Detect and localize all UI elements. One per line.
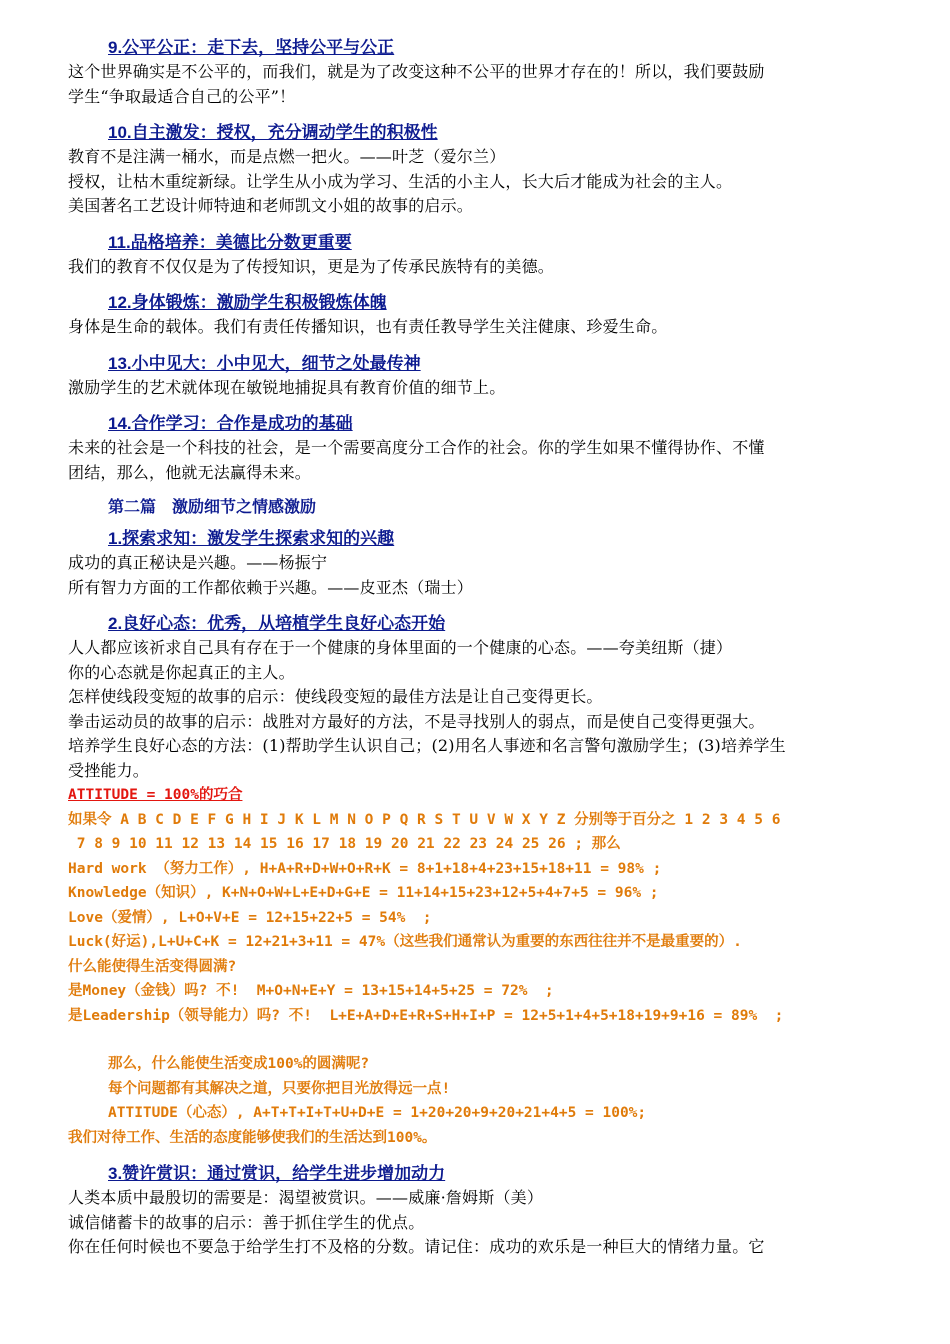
body-line: 人类本质中最殷切的需要是：渴望被赏识。——威廉·詹姆斯（美） bbox=[68, 1188, 544, 1207]
section-11 bbox=[68, 231, 886, 280]
section-heading: 2.良好心态：优秀，从培植学生良好心态开始 bbox=[108, 614, 446, 633]
body-line: 你的心态就是你起真正的主人。 bbox=[68, 662, 295, 682]
section-b1 bbox=[68, 527, 886, 600]
attitude-line: Knowledge（知识）, K+N+O+W+L+E+D+G+E = 11+14+15+23+12+5+4+7+5 = 96% ; bbox=[68, 885, 659, 901]
attitude-line: 那么，什么能使生活变成100%的圆满呢? bbox=[108, 1056, 370, 1072]
body-line: 我们的教育不仅仅是为了传授知识，更是为了传承民族特有的美德。 bbox=[68, 256, 555, 276]
section-9 bbox=[68, 36, 886, 109]
section-heading: 14.合作学习：合作是成功的基础 bbox=[108, 414, 353, 433]
section-heading: 11.品格培养：美德比分数更重要 bbox=[108, 232, 352, 252]
attitude-title: ATTITUDE = 100%的巧合 bbox=[68, 787, 243, 803]
section-heading: 13.小中见大：小中见大，细节之处最传神 bbox=[108, 353, 421, 373]
body-line: 你在任何时候也不要急于给学生打不及格的分数。请记住：成功的欢乐是一种巨大的情绪力量。它 bbox=[68, 1237, 765, 1256]
attitude-line: Hard work （努力工作）, H+A+R+D+W+O+R+K = 8+1+18+4+23+15+18+11 = 98% ; bbox=[68, 860, 662, 877]
section-b2 bbox=[68, 612, 886, 783]
attitude-block bbox=[68, 783, 886, 1150]
section-heading: 9.公平公正：走下去，坚持公平与公正 bbox=[108, 38, 395, 57]
blank-line bbox=[68, 1028, 886, 1052]
body-line: 成功的真正秘诀是兴趣。——杨振宁 bbox=[68, 553, 328, 572]
attitude-line: ATTITUDE（心态）, A+T+T+I+T+U+D+E = 1+20+20+9+20+21+4+5 = 100%; bbox=[108, 1105, 647, 1121]
body-line: 团结，那么，他就无法赢得未来。 bbox=[68, 462, 312, 482]
body-line: 学生“争取最适合自己的公平”！ bbox=[68, 86, 296, 106]
body-line: 教育不是注满一桶水，而是点燃一把火。——叶芝（爱尔兰） bbox=[68, 147, 506, 166]
attitude-closing: 我们对待工作、生活的态度能够使我们的生活达到100%。 bbox=[68, 1129, 437, 1146]
body-line: 拳击运动员的故事的启示：战胜对方最好的方法，不是寻找别人的弱点，而是使自己变得更强大。 bbox=[68, 711, 765, 731]
attitude-line: 7 8 9 10 11 12 13 14 15 16 17 18 19 20 21 22 23 24 25 26 ; 那么 bbox=[68, 836, 621, 852]
body-line: 培养学生良好心态的方法：(1)帮助学生认识自己；(2)用名人事迹和名言警句激励学生；(3)培养学生 bbox=[68, 736, 786, 755]
body-line: 诚信储蓄卡的故事的启示：善于抓住学生的优点。 bbox=[68, 1212, 425, 1232]
body-line: 未来的社会是一个科技的社会，是一个需要高度分工合作的社会。你的学生如果不懂得协作、不懂 bbox=[68, 438, 765, 457]
body-line: 所有智力方面的工作都依赖于兴趣。——皮亚杰（瑞士） bbox=[68, 577, 474, 597]
body-line: 受挫能力。 bbox=[68, 760, 150, 780]
section-13 bbox=[68, 352, 886, 401]
body-line: 激励学生的艺术就体现在敏锐地捕捉具有教育价值的细节上。 bbox=[68, 377, 506, 397]
attitude-line: Love（爱情）, L+O+V+E = 12+15+22+5 = 54% ; bbox=[68, 909, 432, 926]
body-line: 这个世界确实是不公平的，而我们，就是为了改变这种不公平的世界才存在的！所以，我们要鼓励 bbox=[68, 62, 765, 81]
body-line: 怎样使线段变短的故事的启示：使线段变短的最佳方法是让自己变得更长。 bbox=[68, 687, 603, 706]
attitude-line: 是Leadership（领导能力）吗? 不! L+E+A+D+E+R+S+H+I+P = 12+5+1+4+5+18+19+9+16 = 89% ; bbox=[68, 1007, 784, 1024]
body-line: 人人都应该祈求自己具有存在于一个健康的身体里面的一个健康的心态。——夸美纽斯（捷） bbox=[68, 638, 733, 657]
section-heading: 1.探索求知：激发学生探索求知的兴趣 bbox=[108, 529, 395, 548]
attitude-line: 如果令 A B C D E F G H I J K L M N O P Q R S T U V W X Y Z 分别等于百分之 1 2 3 4 5 6 bbox=[68, 811, 781, 828]
part-title: 第二篇 激励细节之情感激励 bbox=[108, 497, 317, 516]
section-12 bbox=[68, 291, 886, 340]
section-10 bbox=[68, 121, 886, 219]
section-heading: 12.身体锻炼：激励学生积极锻炼体魄 bbox=[108, 293, 387, 312]
attitude-line: Luck(好运),L+U+C+K = 12+21+3+11 = 47%（这些我们通常认为重要的东西往往并不是最重要的）. bbox=[68, 934, 742, 950]
section-heading: 10.自主激发：授权，充分调动学生的积极性 bbox=[108, 123, 438, 142]
body-line: 授权，让枯木重绽新绿。让学生从小成为学习、生活的小主人，长大后才能成为社会的主人。 bbox=[68, 171, 733, 191]
body-line: 美国著名工艺设计师特迪和老师凯文小姐的故事的启示。 bbox=[68, 196, 474, 215]
body-line: 身体是生命的载体。我们有责任传播知识，也有责任教导学生关注健康、珍爱生命。 bbox=[68, 317, 668, 336]
attitude-line: 每个问题都有其解决之道，只要你把目光放得远一点! bbox=[108, 1080, 451, 1097]
section-b3 bbox=[68, 1162, 886, 1260]
section-heading: 3.赞许赏识：通过赏识，给学生进步增加动力 bbox=[108, 1164, 446, 1183]
attitude-line: 是Money（金钱）吗? 不! M+O+N+E+Y = 13+15+14+5+25 = 72% ; bbox=[68, 983, 554, 999]
section-14 bbox=[68, 412, 886, 485]
attitude-line: 什么能使得生活变得圆满? bbox=[68, 958, 237, 975]
